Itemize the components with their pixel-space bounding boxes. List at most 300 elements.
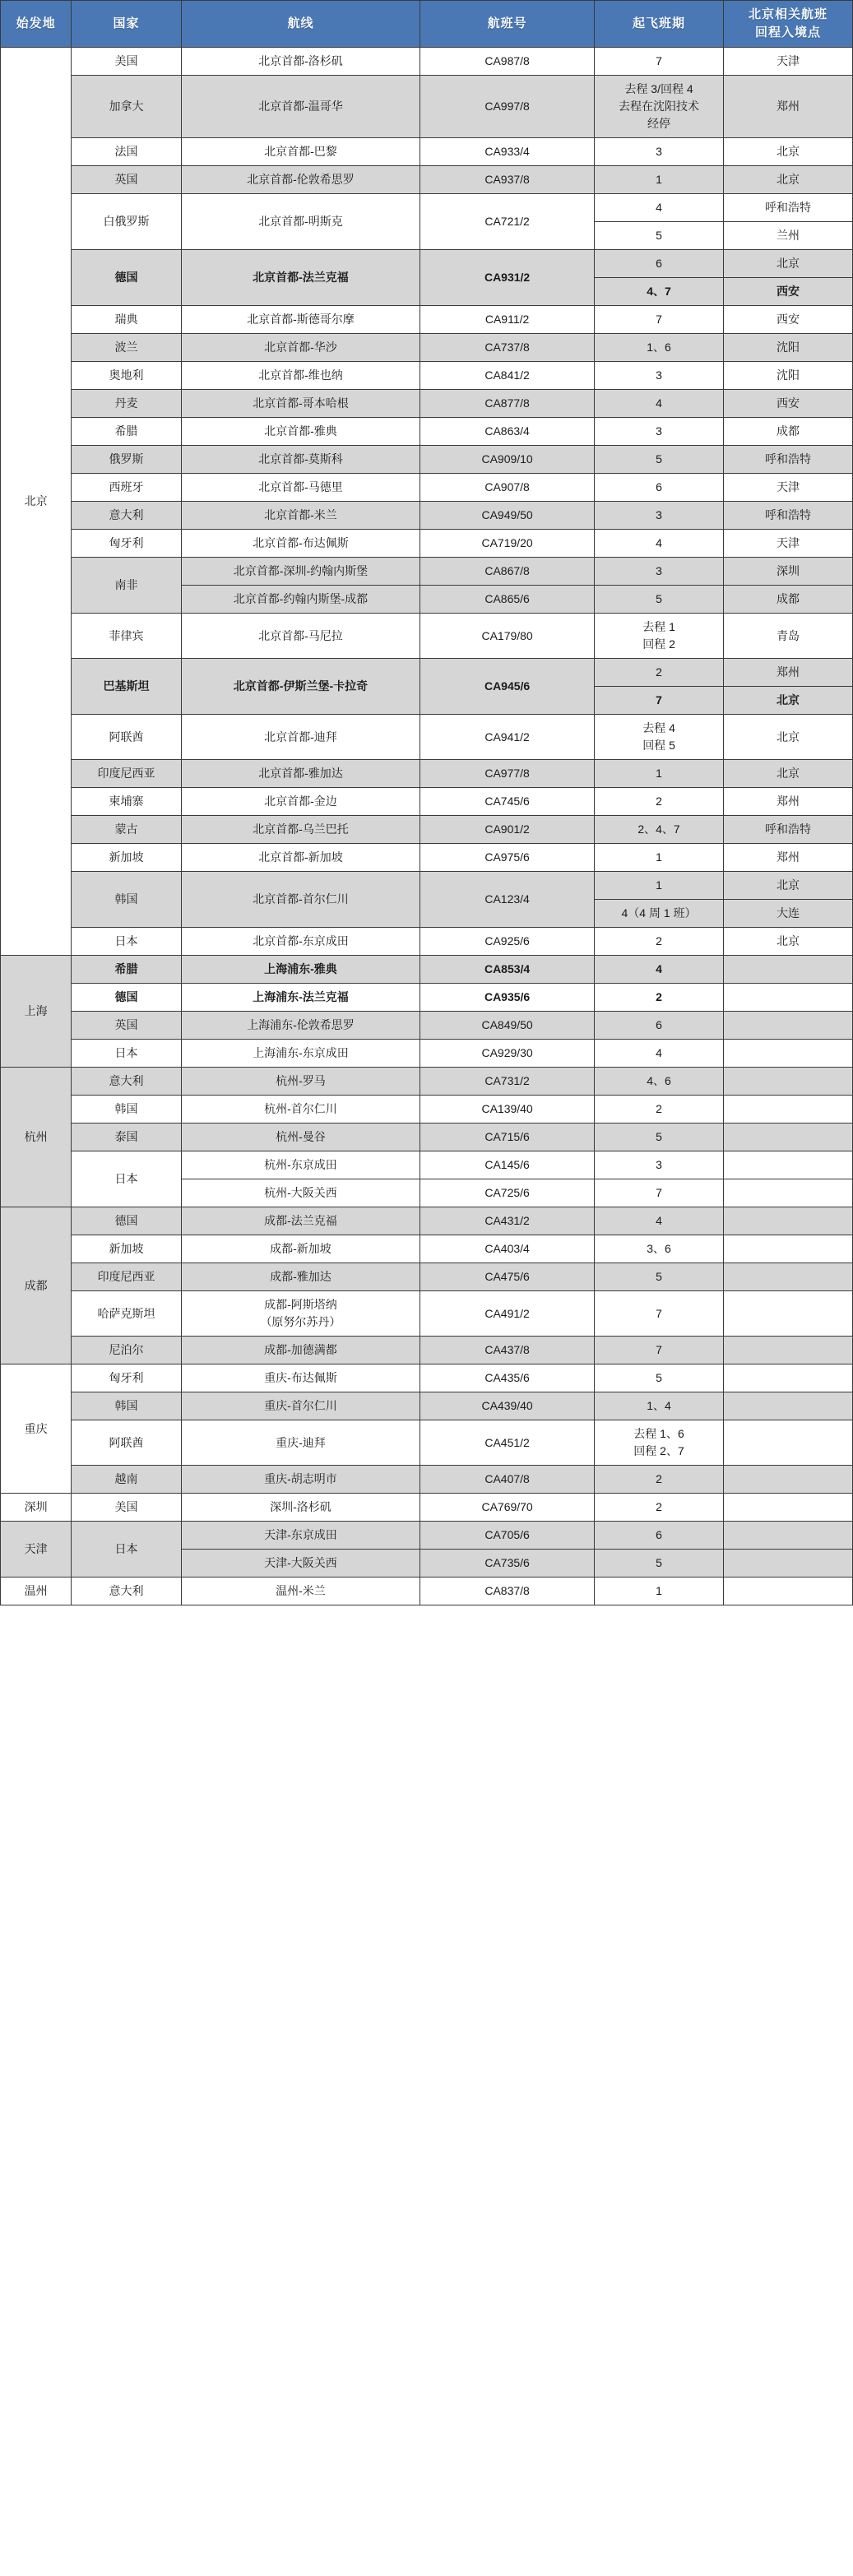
flight-number-cell: CA721/2: [420, 194, 595, 250]
entry-point-cell: 天津: [724, 48, 853, 76]
country-cell: 德国: [72, 984, 181, 1012]
country-cell: 匈牙利: [72, 1364, 181, 1392]
schedule-cell: 6: [595, 474, 724, 502]
entry-point-cell: [724, 1151, 853, 1179]
table-row: [1, 928, 853, 956]
country-cell: 柬埔寨: [72, 788, 181, 816]
entry-point-cell: [724, 1040, 853, 1068]
entry-point-cell: 北京: [724, 760, 853, 788]
flight-number-cell: CA863/4: [420, 418, 595, 446]
route-cell: 成都-加德满都: [181, 1337, 420, 1364]
route-cell: 北京首都-马尼拉: [181, 614, 420, 659]
entry-point-cell: 天津: [724, 530, 853, 558]
country-cell: 希腊: [72, 418, 181, 446]
table-row: [1, 1040, 853, 1068]
schedule-cell: [595, 614, 724, 659]
flight-number-cell: CA475/6: [420, 1263, 595, 1291]
schedule-cell: 4: [595, 956, 724, 984]
route-cell: 北京首都-华沙: [181, 334, 420, 362]
schedule-cell: 4（4 周 1 班）: [595, 900, 724, 928]
schedule-cell: 3: [595, 362, 724, 390]
route-cell: 北京首都-迪拜: [181, 715, 420, 760]
table-row: [1, 474, 853, 502]
country-cell: 新加坡: [72, 1235, 181, 1263]
table-row: [1, 984, 853, 1012]
flight-number-cell: CA867/8: [420, 558, 595, 586]
country-cell: 蒙古: [72, 816, 181, 844]
country-cell: 瑞典: [72, 306, 181, 334]
flight-number-cell: CA719/20: [420, 530, 595, 558]
flight-number-cell: CA705/6: [420, 1522, 595, 1550]
schedule-cell-line: 经停: [647, 117, 671, 130]
schedule-cell: 3: [595, 502, 724, 530]
route-cell: 北京首都-约翰内斯堡-成都: [181, 586, 420, 614]
schedule-cell: 4、6: [595, 1068, 724, 1096]
table-row: [1, 362, 853, 390]
route-cell: 杭州-大阪关西: [181, 1179, 420, 1207]
country-cell: 印度尼西亚: [72, 1263, 181, 1291]
country-cell: 奥地利: [72, 362, 181, 390]
table-row: [1, 166, 853, 194]
route-cell: 北京首都-金边: [181, 788, 420, 816]
route-cell: 天津-大阪关西: [181, 1550, 420, 1578]
flight-number-cell: CA179/80: [420, 614, 595, 659]
table-row: [1, 1096, 853, 1124]
table-row: [1, 1012, 853, 1040]
table-row: [1, 1392, 853, 1420]
country-cell: 英国: [72, 166, 181, 194]
route-cell: 杭州-罗马: [181, 1068, 420, 1096]
route-cell: 北京首都-深圳-约翰内斯堡: [181, 558, 420, 586]
table-row: [1, 390, 853, 418]
origin-cell: 重庆: [1, 1364, 72, 1494]
country-cell: 南非: [72, 558, 181, 614]
schedule-cell-line: 去程在沈阳技术: [619, 100, 700, 113]
schedule-cell: 7: [595, 48, 724, 76]
table-row: [1, 48, 853, 76]
flight-number-cell: CA933/4: [420, 138, 595, 166]
route-cell: 北京首都-布达佩斯: [181, 530, 420, 558]
table-row: [1, 1420, 853, 1466]
schedule-cell: 5: [595, 1263, 724, 1291]
entry-point-cell: 北京: [724, 250, 853, 278]
entry-point-cell: [724, 984, 853, 1012]
entry-point-cell: 兰州: [724, 222, 853, 250]
route-cell: 北京首都-温哥华: [181, 76, 420, 138]
entry-point-cell: [724, 1578, 853, 1605]
country-cell: 德国: [72, 250, 181, 306]
schedule-cell: 1: [595, 844, 724, 872]
flight-number-cell: CA937/8: [420, 166, 595, 194]
route-cell: 北京首都-乌兰巴托: [181, 816, 420, 844]
header-origin: 始发地: [1, 1, 72, 48]
origin-cell: 温州: [1, 1578, 72, 1605]
entry-point-cell: 北京: [724, 138, 853, 166]
table-row: [1, 558, 853, 586]
table-row: [1, 1466, 853, 1494]
schedule-cell: 3: [595, 1151, 724, 1179]
country-cell: 白俄罗斯: [72, 194, 181, 250]
entry-point-cell: 郑州: [724, 76, 853, 138]
flight-number-cell: CA435/6: [420, 1364, 595, 1392]
entry-point-cell: [724, 1124, 853, 1151]
table-row: [1, 1291, 853, 1337]
origin-cell: 北京: [1, 48, 72, 956]
flight-number-cell: CA841/2: [420, 362, 595, 390]
flight-number-cell: CA975/6: [420, 844, 595, 872]
schedule-cell: [595, 1420, 724, 1466]
entry-point-cell: 呼和浩特: [724, 194, 853, 222]
route-cell: 北京首都-东京成田: [181, 928, 420, 956]
entry-point-cell: [724, 1291, 853, 1337]
country-cell: 匈牙利: [72, 530, 181, 558]
schedule-cell: 7: [595, 687, 724, 715]
entry-point-cell: 西安: [724, 278, 853, 306]
country-cell: 波兰: [72, 334, 181, 362]
entry-point-cell: [724, 1494, 853, 1522]
schedule-cell-line: 回程 2、7: [633, 1444, 684, 1457]
flight-number-cell: CA987/8: [420, 48, 595, 76]
country-cell: 丹麦: [72, 390, 181, 418]
schedule-cell: 2: [595, 1494, 724, 1522]
route-cell: 杭州-曼谷: [181, 1124, 420, 1151]
origin-cell: 成都: [1, 1207, 72, 1364]
flight-number-cell: CA439/40: [420, 1392, 595, 1420]
flight-number-cell: CA735/6: [420, 1550, 595, 1578]
table-row: [1, 418, 853, 446]
table-header-row: [1, 1, 853, 48]
origin-cell: 天津: [1, 1522, 72, 1578]
entry-point-cell: 沈阳: [724, 362, 853, 390]
table-row: [1, 715, 853, 760]
schedule-cell: 2: [595, 1466, 724, 1494]
schedule-cell: 7: [595, 1179, 724, 1207]
flight-number-cell: CA935/6: [420, 984, 595, 1012]
route-cell: 天津-东京成田: [181, 1522, 420, 1550]
origin-cell: 深圳: [1, 1494, 72, 1522]
entry-point-cell: [724, 1522, 853, 1550]
entry-point-cell: 沈阳: [724, 334, 853, 362]
country-cell: 日本: [72, 1151, 181, 1207]
flight-number-cell: CA737/8: [420, 334, 595, 362]
route-cell: 重庆-布达佩斯: [181, 1364, 420, 1392]
schedule-cell: 6: [595, 1012, 724, 1040]
entry-point-cell: 呼和浩特: [724, 502, 853, 530]
flight-number-cell: CA431/2: [420, 1207, 595, 1235]
entry-point-cell: 青岛: [724, 614, 853, 659]
schedule-cell: 3、6: [595, 1235, 724, 1263]
country-cell: 韩国: [72, 1392, 181, 1420]
route-cell: 上海浦东-雅典: [181, 956, 420, 984]
flight-number-cell: CA849/50: [420, 1012, 595, 1040]
entry-point-cell: 郑州: [724, 659, 853, 687]
schedule-cell-line: 去程 3/回程 4: [624, 82, 693, 95]
schedule-cell: 1、6: [595, 334, 724, 362]
flight-number-cell: CA997/8: [420, 76, 595, 138]
route-cell: 北京首都-维也纳: [181, 362, 420, 390]
route-cell: 深圳-洛杉矶: [181, 1494, 420, 1522]
entry-point-cell: [724, 1096, 853, 1124]
flight-number-cell: CA837/8: [420, 1578, 595, 1605]
country-cell: 韩国: [72, 1096, 181, 1124]
entry-point-cell: 大连: [724, 900, 853, 928]
route-cell: 北京首都-伦敦希思罗: [181, 166, 420, 194]
table-row: [1, 1522, 853, 1550]
flight-number-cell: CA929/30: [420, 1040, 595, 1068]
route-cell: [181, 1291, 420, 1337]
entry-point-cell: 成都: [724, 586, 853, 614]
table-row: [1, 1263, 853, 1291]
flight-number-cell: CA853/4: [420, 956, 595, 984]
route-cell: 北京首都-马德里: [181, 474, 420, 502]
schedule-cell: 7: [595, 306, 724, 334]
route-cell: 重庆-胡志明市: [181, 1466, 420, 1494]
country-cell: 新加坡: [72, 844, 181, 872]
table-row: [1, 1337, 853, 1364]
entry-point-cell: 北京: [724, 715, 853, 760]
table-row: [1, 1364, 853, 1392]
header-entry-line-2: 回程入境点: [755, 25, 822, 39]
country-cell: 韩国: [72, 872, 181, 928]
entry-point-cell: 郑州: [724, 844, 853, 872]
schedule-cell: 1: [595, 166, 724, 194]
flight-number-cell: CA945/6: [420, 659, 595, 715]
flight-number-cell: CA139/40: [420, 1096, 595, 1124]
schedule-cell: 3: [595, 138, 724, 166]
table-row: [1, 138, 853, 166]
table-row: [1, 1235, 853, 1263]
table-row: [1, 76, 853, 138]
table-body: [1, 48, 853, 1605]
route-cell: 北京首都-莫斯科: [181, 446, 420, 474]
country-cell: 菲律宾: [72, 614, 181, 659]
route-cell: 北京首都-新加坡: [181, 844, 420, 872]
schedule-cell: 4: [595, 194, 724, 222]
schedule-cell: 4: [595, 530, 724, 558]
route-cell: 北京首都-伊斯兰堡-卡拉奇: [181, 659, 420, 715]
country-cell: 希腊: [72, 956, 181, 984]
schedule-cell: 1: [595, 760, 724, 788]
schedule-cell: 7: [595, 1291, 724, 1337]
schedule-cell: 4: [595, 1207, 724, 1235]
route-cell: 杭州-首尔仁川: [181, 1096, 420, 1124]
table-row: [1, 194, 853, 222]
route-cell: 北京首都-雅典: [181, 418, 420, 446]
schedule-cell: 5: [595, 1364, 724, 1392]
flight-number-cell: CA145/6: [420, 1151, 595, 1179]
country-cell: 英国: [72, 1012, 181, 1040]
entry-point-cell: [724, 1263, 853, 1291]
country-cell: 泰国: [72, 1124, 181, 1151]
country-cell: 印度尼西亚: [72, 760, 181, 788]
country-cell: 巴基斯坦: [72, 659, 181, 715]
flight-number-cell: CA941/2: [420, 715, 595, 760]
flight-number-cell: CA909/10: [420, 446, 595, 474]
entry-point-cell: 成都: [724, 418, 853, 446]
table-row: [1, 1068, 853, 1096]
route-cell: 北京首都-哥本哈根: [181, 390, 420, 418]
flight-number-cell: CA491/2: [420, 1291, 595, 1337]
entry-point-cell: [724, 1337, 853, 1364]
entry-point-cell: [724, 1420, 853, 1466]
schedule-cell: [595, 76, 724, 138]
origin-cell: 上海: [1, 956, 72, 1068]
flight-number-cell: CA949/50: [420, 502, 595, 530]
entry-point-cell: [724, 1179, 853, 1207]
country-cell: 哈萨克斯坦: [72, 1291, 181, 1337]
flight-number-cell: CA451/2: [420, 1420, 595, 1466]
route-cell-line: （原努尔苏丹）: [260, 1315, 341, 1328]
schedule-cell: 6: [595, 1522, 724, 1550]
route-cell-line: 成都-阿斯塔纳: [264, 1298, 337, 1311]
table-row: [1, 844, 853, 872]
entry-point-cell: [724, 956, 853, 984]
flight-number-cell: CA865/6: [420, 586, 595, 614]
country-cell: 美国: [72, 48, 181, 76]
table-row: [1, 816, 853, 844]
table-row: [1, 760, 853, 788]
schedule-cell-line: 去程 1: [642, 620, 675, 633]
country-cell: 尼泊尔: [72, 1337, 181, 1364]
flight-number-cell: CA907/8: [420, 474, 595, 502]
schedule-cell: 2、4、7: [595, 816, 724, 844]
entry-point-cell: [724, 1364, 853, 1392]
flight-number-cell: CA731/2: [420, 1068, 595, 1096]
header-beijing-return-entry-point: [724, 1, 853, 48]
schedule-cell: 2: [595, 788, 724, 816]
route-cell: 上海浦东-东京成田: [181, 1040, 420, 1068]
route-cell: 成都-雅加达: [181, 1263, 420, 1291]
country-cell: 法国: [72, 138, 181, 166]
table-row: [1, 1207, 853, 1235]
schedule-cell-line: 回程 2: [642, 637, 675, 651]
table-row: [1, 502, 853, 530]
schedule-cell: 6: [595, 250, 724, 278]
entry-point-cell: 北京: [724, 166, 853, 194]
country-cell: 俄罗斯: [72, 446, 181, 474]
route-cell: 成都-新加坡: [181, 1235, 420, 1263]
route-cell: 上海浦东-伦敦希思罗: [181, 1012, 420, 1040]
schedule-cell: 5: [595, 586, 724, 614]
entry-point-cell: [724, 1068, 853, 1096]
table-row: [1, 1494, 853, 1522]
country-cell: 加拿大: [72, 76, 181, 138]
country-cell: 西班牙: [72, 474, 181, 502]
table-row: [1, 334, 853, 362]
entry-point-cell: 西安: [724, 390, 853, 418]
table-row: [1, 306, 853, 334]
route-cell: 北京首都-洛杉矶: [181, 48, 420, 76]
flight-number-cell: CA977/8: [420, 760, 595, 788]
schedule-cell-line: 去程 4: [642, 721, 675, 734]
route-cell: 温州-米兰: [181, 1578, 420, 1605]
table-row: [1, 250, 853, 278]
entry-point-cell: 呼和浩特: [724, 816, 853, 844]
schedule-cell: 5: [595, 446, 724, 474]
country-cell: 日本: [72, 1522, 181, 1578]
schedule-cell: 5: [595, 222, 724, 250]
entry-point-cell: 北京: [724, 928, 853, 956]
flight-number-cell: CA931/2: [420, 250, 595, 306]
entry-point-cell: 郑州: [724, 788, 853, 816]
route-cell: 北京首都-首尔仁川: [181, 872, 420, 928]
flight-number-cell: CA407/8: [420, 1466, 595, 1494]
route-cell: 上海浦东-法兰克福: [181, 984, 420, 1012]
schedule-cell: [595, 715, 724, 760]
flight-number-cell: CA745/6: [420, 788, 595, 816]
flight-number-cell: CA123/4: [420, 872, 595, 928]
entry-point-cell: [724, 1392, 853, 1420]
entry-point-cell: [724, 1012, 853, 1040]
schedule-cell: 1、4: [595, 1392, 724, 1420]
schedule-cell: 4: [595, 1040, 724, 1068]
flight-number-cell: CA877/8: [420, 390, 595, 418]
route-cell: 重庆-迪拜: [181, 1420, 420, 1466]
table-row: [1, 872, 853, 900]
route-cell: 北京首都-明斯克: [181, 194, 420, 250]
route-cell: 北京首都-斯德哥尔摩: [181, 306, 420, 334]
table-row: [1, 956, 853, 984]
entry-point-cell: 深圳: [724, 558, 853, 586]
table-row: [1, 446, 853, 474]
country-cell: 日本: [72, 928, 181, 956]
schedule-cell: 4、7: [595, 278, 724, 306]
origin-cell: 杭州: [1, 1068, 72, 1207]
table-row: [1, 614, 853, 659]
table-row: [1, 1151, 853, 1179]
table-row: [1, 659, 853, 687]
flight-number-cell: CA911/2: [420, 306, 595, 334]
entry-point-cell: [724, 1207, 853, 1235]
schedule-cell: 2: [595, 1096, 724, 1124]
entry-point-cell: 北京: [724, 872, 853, 900]
table-row: [1, 788, 853, 816]
entry-point-cell: 西安: [724, 306, 853, 334]
route-cell: 重庆-首尔仁川: [181, 1392, 420, 1420]
entry-point-cell: 天津: [724, 474, 853, 502]
schedule-cell: 5: [595, 1124, 724, 1151]
schedule-cell: 3: [595, 558, 724, 586]
flight-number-cell: CA403/4: [420, 1235, 595, 1263]
flight-number-cell: CA901/2: [420, 816, 595, 844]
country-cell: 意大利: [72, 1578, 181, 1605]
header-flight-number: 航班号: [420, 1, 595, 48]
schedule-cell: 1: [595, 872, 724, 900]
schedule-cell: 2: [595, 659, 724, 687]
flight-number-cell: CA925/6: [420, 928, 595, 956]
entry-point-cell: 呼和浩特: [724, 446, 853, 474]
schedule-cell: 5: [595, 1550, 724, 1578]
country-cell: 阿联酋: [72, 1420, 181, 1466]
route-cell: 北京首都-雅加达: [181, 760, 420, 788]
country-cell: 越南: [72, 1466, 181, 1494]
schedule-cell: 2: [595, 984, 724, 1012]
country-cell: 阿联酋: [72, 715, 181, 760]
schedule-cell: 7: [595, 1337, 724, 1364]
schedule-cell-line: 去程 1、6: [633, 1427, 684, 1440]
schedule-cell: 3: [595, 418, 724, 446]
entry-point-cell: 北京: [724, 687, 853, 715]
flight-number-cell: CA725/6: [420, 1179, 595, 1207]
header-departure-schedule: 起飞班期: [595, 1, 724, 48]
table-row: [1, 1578, 853, 1605]
entry-point-cell: [724, 1550, 853, 1578]
country-cell: 日本: [72, 1040, 181, 1068]
schedule-cell: 2: [595, 928, 724, 956]
schedule-cell-line: 回程 5: [642, 739, 675, 752]
country-cell: 美国: [72, 1494, 181, 1522]
header-route: 航线: [181, 1, 420, 48]
